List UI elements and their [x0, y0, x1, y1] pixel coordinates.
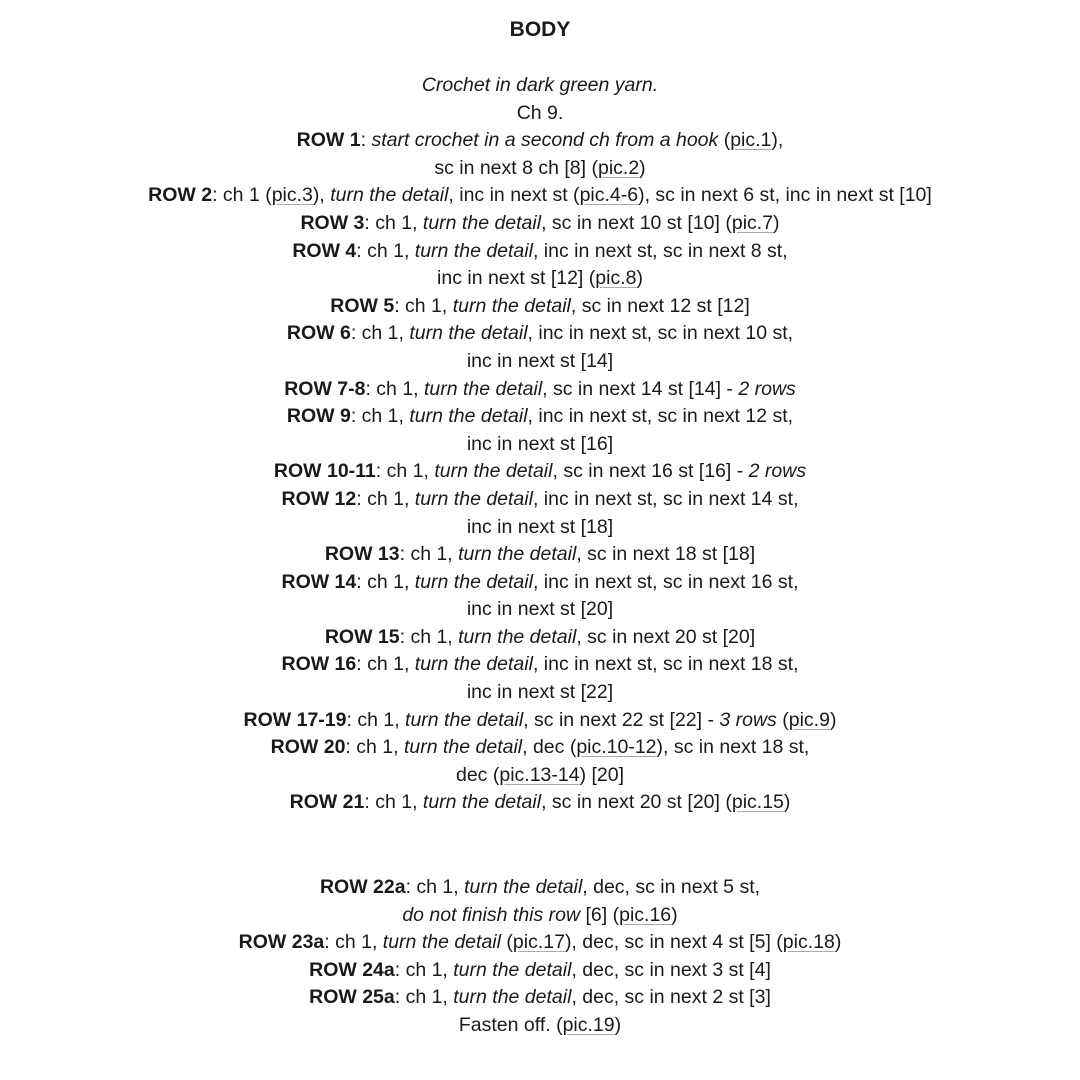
instruction-text: ), sc in next 18 st,	[656, 736, 810, 759]
instruction-line	[0, 182, 1080, 210]
instruction-text: [6] (	[580, 903, 620, 926]
instruction-text: : ch 1 (	[212, 184, 272, 207]
italic-text: turn the detail	[414, 487, 533, 510]
instruction-text: , sc in next 20 st [20]	[576, 625, 756, 648]
instruction-line	[0, 486, 1080, 514]
instruction-line	[0, 100, 1080, 128]
italic-text: turn the detail	[458, 625, 577, 648]
italic-text: 2 rows	[748, 460, 807, 483]
instruction-text: , inc in next st, sc in next 18 st,	[532, 653, 799, 676]
row-label: ROW 6	[286, 322, 351, 345]
instruction-text: :	[360, 129, 372, 152]
instructions-part-1	[0, 72, 1080, 817]
instruction-text: : ch 1,	[375, 460, 435, 483]
instruction-text: , inc in next st, sc in next 16 st,	[532, 570, 799, 593]
italic-text: turn the detail	[453, 958, 572, 981]
italic-text: turn the detail	[452, 294, 571, 317]
instruction-text: : ch 1,	[324, 931, 383, 954]
instruction-text: , dec, sc in next 3 st [4]	[571, 958, 771, 981]
instruction-line	[0, 874, 1080, 902]
instruction-line	[0, 651, 1080, 679]
instruction-text: : ch 1,	[399, 625, 459, 648]
instruction-text: : ch 1,	[350, 322, 410, 345]
instruction-text: : ch 1,	[365, 377, 424, 400]
instruction-text: )	[614, 1013, 622, 1036]
instruction-text: : ch 1,	[405, 876, 465, 898]
picture-link[interactable]: pic.10-12	[576, 736, 657, 759]
row-label: ROW 17-19	[243, 708, 347, 731]
instruction-line	[0, 127, 1080, 155]
italic-text: turn the detail	[414, 653, 533, 676]
instruction-text: : ch 1,	[356, 570, 415, 593]
row-label: ROW 24a	[309, 958, 395, 981]
italic-text: turn the detail	[424, 377, 543, 400]
instruction-text: ),	[312, 184, 331, 207]
instruction-text: : ch 1,	[356, 487, 415, 510]
instruction-line	[0, 707, 1080, 735]
row-label: ROW 1	[296, 129, 361, 152]
italic-text: turn the detail	[422, 791, 542, 814]
picture-link[interactable]: pic.3	[271, 184, 313, 207]
instruction-text: inc in next st [22]	[466, 681, 614, 704]
row-label: ROW 13	[324, 543, 400, 566]
italic-text: start crochet in a second ch from a hook	[371, 129, 719, 152]
instruction-text: sc in next 8 ch [8] (	[434, 156, 598, 179]
instruction-line	[0, 238, 1080, 266]
picture-link[interactable]: pic.13-14	[499, 763, 580, 786]
instruction-text: : ch 1,	[394, 294, 453, 317]
row-label: ROW 23a	[238, 931, 325, 954]
instruction-text: inc in next st [16]	[466, 432, 614, 455]
instruction-text: inc in next st [12] (	[437, 267, 596, 290]
instruction-text: , dec, sc in next 5 st,	[582, 876, 761, 898]
italic-text: turn the detail	[414, 570, 533, 593]
italic-text: turn the detail	[422, 211, 542, 234]
instruction-line	[0, 541, 1080, 569]
instruction-text: inc in next st [20]	[466, 598, 614, 621]
instruction-line	[0, 293, 1080, 321]
picture-link[interactable]: pic.8	[595, 267, 637, 290]
picture-link[interactable]: pic.16	[619, 903, 672, 926]
italic-text: turn the detail	[405, 708, 524, 731]
row-label: ROW 10-11	[273, 460, 376, 483]
row-label: ROW 16	[281, 653, 357, 676]
instruction-text: (	[718, 129, 731, 152]
italic-text: turn the detail	[403, 736, 523, 759]
italic-text: turn the detail	[382, 931, 501, 954]
instruction-line	[0, 320, 1080, 348]
instruction-text: inc in next st [14]	[466, 349, 614, 372]
row-label: ROW 2	[148, 184, 213, 207]
instruction-text: : ch 1,	[345, 736, 404, 759]
instruction-text: , inc in next st, sc in next 10 st,	[527, 322, 794, 345]
row-label: ROW 14	[281, 570, 357, 593]
instruction-text: : ch 1,	[394, 986, 454, 1009]
instruction-text: , inc in next st (	[448, 184, 580, 207]
row-label: ROW 7-8	[284, 377, 366, 400]
instruction-text: : ch 1,	[364, 791, 423, 814]
instruction-line	[0, 403, 1080, 431]
picture-link[interactable]: pic.1	[730, 129, 772, 152]
picture-link[interactable]: pic.4-6	[579, 184, 639, 207]
row-label: ROW 3	[300, 211, 365, 234]
instruction-line	[0, 957, 1080, 985]
instruction-text: : ch 1,	[364, 211, 423, 234]
instruction-line	[0, 431, 1080, 459]
instruction-text: inc in next st [18]	[466, 515, 614, 538]
instruction-line	[0, 155, 1080, 183]
italic-text: turn the detail	[414, 239, 533, 262]
instruction-text: , sc in next 12 st [12]	[570, 294, 750, 317]
italic-text: do not finish this row	[402, 903, 581, 926]
instruction-text: ), dec, sc in next 4 st [5] (	[564, 931, 783, 954]
instruction-text: )	[671, 903, 678, 926]
instruction-text: , inc in next st, sc in next 14 st,	[532, 487, 799, 510]
instruction-line	[0, 679, 1080, 707]
instructions-part-2	[0, 874, 1080, 1040]
row-label: ROW 25a	[309, 986, 395, 1009]
italic-text: turn the detail	[464, 876, 583, 898]
italic-text: turn the detail	[458, 543, 577, 566]
instruction-line	[0, 984, 1080, 1012]
instruction-text: , sc in next 10 st [10] (	[541, 211, 732, 234]
instruction-text: )	[783, 791, 791, 814]
picture-link[interactable]: pic.7	[731, 211, 774, 234]
instruction-text: (	[776, 708, 789, 731]
picture-link[interactable]: pic.2	[597, 156, 640, 179]
instruction-line	[0, 762, 1080, 790]
instruction-text: : ch 1,	[346, 708, 406, 731]
instruction-text: , sc in next 22 st [22] -	[523, 708, 720, 731]
page-title: BODY	[509, 18, 571, 41]
instruction-text: , inc in next st, sc in next 8 st,	[532, 239, 788, 262]
instruction-line	[0, 789, 1080, 817]
instruction-text: : ch 1,	[356, 239, 415, 262]
instruction-text: : ch 1,	[399, 543, 459, 566]
instruction-line	[0, 624, 1080, 652]
instruction-text: , sc in next 16 st [16] -	[552, 460, 749, 483]
italic-text: turn the detail	[409, 405, 528, 428]
picture-link[interactable]: pic.18	[782, 931, 835, 954]
italic-text: Crochet in dark green yarn.	[421, 74, 659, 96]
italic-text: turn the detail	[409, 322, 528, 345]
row-label: ROW 20	[270, 736, 346, 759]
instruction-text: ),	[771, 129, 784, 152]
picture-link[interactable]: pic.15	[731, 791, 784, 814]
instruction-text: , sc in next 14 st [14] -	[542, 377, 739, 400]
instruction-text: : ch 1,	[394, 958, 454, 981]
italic-text: 3 rows	[719, 708, 777, 731]
instruction-text: : ch 1,	[350, 405, 410, 428]
row-label: ROW 15	[324, 625, 400, 648]
italic-text: turn the detail	[330, 184, 449, 207]
instruction-line	[0, 1012, 1080, 1040]
instruction-line	[0, 734, 1080, 762]
instruction-line	[0, 929, 1080, 957]
instruction-text: ) [20]	[579, 763, 624, 786]
instruction-text: : ch 1,	[356, 653, 415, 676]
picture-link[interactable]: pic.19	[562, 1013, 615, 1036]
instruction-text: )	[639, 156, 646, 179]
instruction-text: dec (	[455, 763, 500, 786]
instruction-line	[0, 514, 1080, 542]
row-label: ROW 4	[292, 239, 357, 262]
instruction-text: )	[636, 267, 643, 290]
instruction-text: , sc in next 20 st [20] (	[541, 791, 732, 814]
instruction-text: (	[500, 931, 513, 954]
instruction-line	[0, 210, 1080, 238]
row-label: ROW 9	[286, 405, 351, 428]
instruction-text: )	[773, 211, 780, 234]
instruction-text: ), sc in next 6 st, inc in next st [10]	[638, 184, 932, 207]
instruction-text: , inc in next st, sc in next 12 st,	[527, 405, 794, 428]
instruction-text: , sc in next 18 st [18]	[576, 543, 756, 566]
instruction-line	[0, 596, 1080, 624]
instruction-line	[0, 265, 1080, 293]
picture-link[interactable]: pic.9	[788, 708, 830, 731]
row-label: ROW 22a	[319, 876, 406, 898]
instruction-text: Ch 9.	[516, 101, 564, 124]
italic-text: turn the detail	[434, 460, 553, 483]
picture-link[interactable]: pic.17	[512, 931, 565, 954]
instruction-text: )	[834, 931, 842, 954]
italic-text: 2 rows	[738, 377, 796, 400]
instruction-line	[0, 458, 1080, 486]
row-label: ROW 21	[289, 791, 365, 814]
instruction-line	[0, 569, 1080, 597]
instruction-text: Fasten off. (	[458, 1013, 563, 1036]
instruction-text: )	[829, 708, 837, 731]
row-label: ROW 12	[281, 487, 357, 510]
instruction-line	[0, 72, 1080, 100]
instruction-line	[0, 902, 1080, 930]
instruction-line	[0, 348, 1080, 376]
instruction-text: , dec, sc in next 2 st [3]	[571, 986, 771, 1009]
instruction-text: , dec (	[522, 736, 577, 759]
italic-text: turn the detail	[453, 986, 572, 1009]
instruction-line	[0, 376, 1080, 404]
row-label: ROW 5	[330, 294, 395, 317]
